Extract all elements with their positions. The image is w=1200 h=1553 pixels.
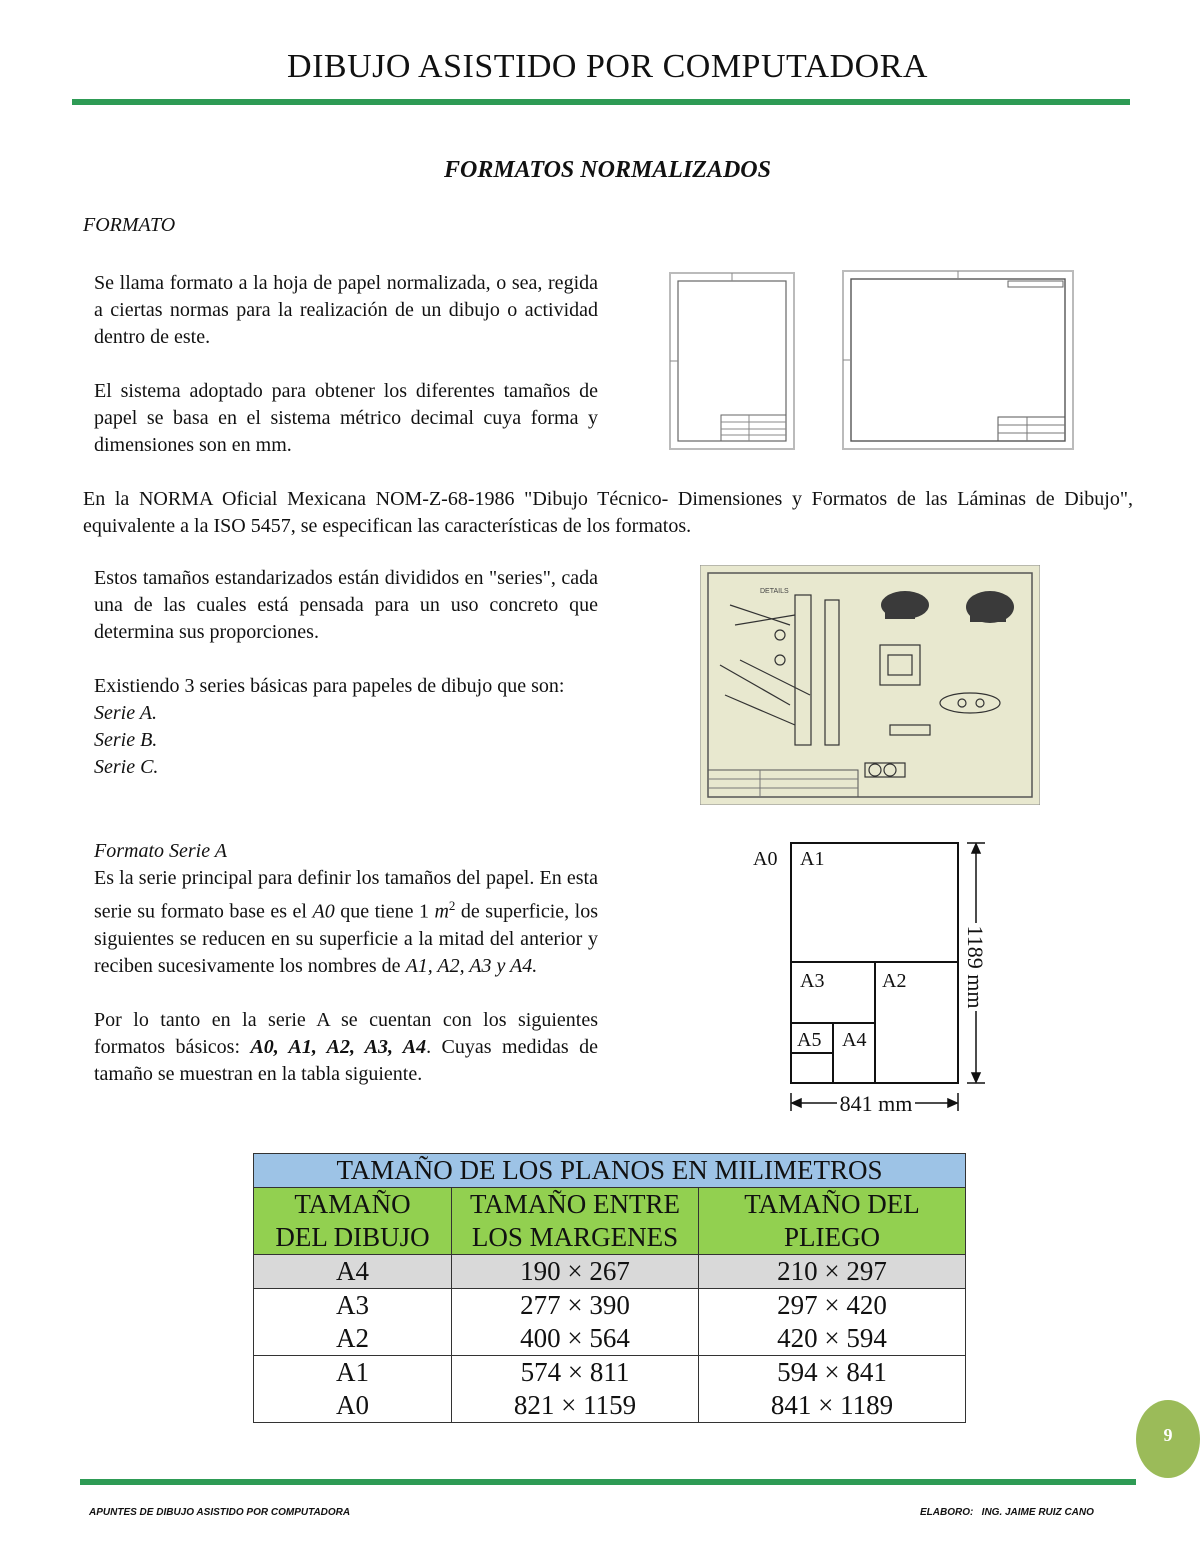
vertical-format-sheet [669, 272, 795, 450]
footer-rule [80, 1479, 1136, 1485]
page-number-badge: 9 [1136, 1400, 1200, 1478]
text-run: A0, A1, A2, A3, A4 [250, 1035, 427, 1058]
footer-right: ELABORO: ING. JAIME RUIZ CANO [920, 1507, 1094, 1518]
column-header-line: TAMAÑO ENTRE [469, 1189, 681, 1219]
text-run: m [434, 900, 449, 923]
width-dimension-label: 841 mm [839, 1091, 913, 1116]
label-a3: A3 [800, 970, 825, 992]
table-row [254, 1389, 966, 1423]
table-cell: 821 × 1159 [452, 1389, 699, 1423]
column-header-line: PLIEGO [784, 1222, 880, 1252]
drawing-title: DETAILS [760, 588, 789, 595]
norma-paragraph: En la NORMA Oficial Mexicana NOM-Z-68-1986 "Dibujo Técnico- Dimensiones y Formatos de las Láminas de Dibujo", equivalente a la ISO 5457, se especifican las características de los formatos. [83, 488, 1133, 537]
column-header-line: LOS MARGENES [471, 1222, 679, 1252]
series-text [94, 565, 598, 781]
intro-text [94, 270, 598, 459]
page-header-title: DIBUJO ASISTIDO POR COMPUTADORA [287, 48, 928, 85]
text-run: que tiene 1 [334, 900, 435, 923]
table-cell: 841 × 1189 [699, 1389, 966, 1423]
column-header-line: DEL DIBUJO [275, 1222, 430, 1252]
table-cell: A0 [254, 1389, 452, 1423]
series-item: Serie B. [94, 729, 158, 751]
intro-paragraph-1: Se llama formato a la hoja de papel normalizada, o sea, regida a ciertas normas para la realización de un dibujo o actividad dentro de este. [94, 272, 598, 348]
table-cell: 420 × 594 [699, 1322, 966, 1356]
table-title: TAMAÑO DE LOS PLANOS EN MILIMETROS [254, 1154, 966, 1188]
text-run: A1, A2, A3 y A4. [405, 954, 538, 977]
label-a4: A4 [842, 1029, 867, 1051]
serie-a-paragraph-1 [94, 865, 598, 980]
text-run: . Cuyas medidas de tamaño se muestran en la tabla siguiente. [94, 1035, 599, 1085]
text-run: A0 [312, 900, 335, 923]
table-cell: 594 × 841 [699, 1356, 966, 1390]
column-header-line: TAMAÑO [294, 1189, 411, 1219]
technical-drawing-sample [700, 565, 1040, 805]
table-cell: A2 [254, 1322, 452, 1356]
column-header [452, 1188, 699, 1255]
table-header-row [254, 1188, 966, 1255]
table-row [254, 1356, 966, 1390]
section-heading: FORMATO [83, 214, 176, 236]
horizontal-format-sheet [842, 270, 1074, 450]
table-cell: A4 [254, 1255, 452, 1289]
series-item: Serie A. [94, 702, 157, 724]
label-a0: A0 [753, 848, 778, 870]
main-title: FORMATOS NORMALIZADOS [444, 157, 771, 183]
paper-sizes-table [253, 1153, 966, 1423]
table-row [254, 1255, 966, 1289]
label-a2: A2 [882, 970, 907, 992]
intro-paragraph-2: El sistema adoptado para obtener los diferentes tamaños de papel se basa en el sistema métrico decimal cuya forma y dimensiones son en mm. [94, 380, 598, 456]
text-run: Es la serie principal para definir los tamaños del papel. En esta serie su formato base es el [94, 867, 598, 923]
table-cell: 210 × 297 [699, 1255, 966, 1289]
table-cell: 400 × 564 [452, 1322, 699, 1356]
text-run: Por lo tanto en la serie A se cuentan con los siguientes formatos básicos: [94, 1008, 598, 1058]
height-dimension-label: 1189 mm [963, 925, 988, 1009]
label-a5: A5 [797, 1029, 822, 1051]
label-a1: A1 [800, 848, 825, 870]
table-cell: 277 × 390 [452, 1289, 699, 1323]
series-paragraph-1: Estos tamaños estandarizados están divididos en "series", cada una de las cuales está pensada para un uso concreto que determina sus proporciones. [94, 567, 598, 643]
table-cell: 574 × 811 [452, 1356, 699, 1390]
text-run: 2 [448, 898, 456, 913]
serie-a-heading: Formato Serie A [94, 840, 227, 862]
column-header [254, 1188, 452, 1255]
table-row [254, 1322, 966, 1356]
column-header [699, 1188, 966, 1255]
table-cell: 190 × 267 [452, 1255, 699, 1289]
footer-left: APUNTES DE DIBUJO ASISTIDO POR COMPUTADORA [89, 1507, 351, 1518]
header-rule [72, 99, 1130, 105]
serie-a-paragraph-2 [94, 1007, 598, 1088]
serie-a-text [94, 838, 598, 1088]
series-paragraph-2: Existiendo 3 series básicas para papeles de dibujo que son: [94, 675, 565, 697]
a-series-diagram [745, 835, 1005, 1117]
table-cell: A1 [254, 1356, 452, 1390]
column-header-line: TAMAÑO DEL [744, 1189, 920, 1219]
series-item: Serie C. [94, 756, 159, 778]
table-cell: 297 × 420 [699, 1289, 966, 1323]
text-run: de superficie, los siguientes se reducen en su superficie a la mitad del anterior y reciben sucesivamente los nombres de [94, 900, 598, 977]
table-row [254, 1289, 966, 1323]
table-cell: A3 [254, 1289, 452, 1323]
